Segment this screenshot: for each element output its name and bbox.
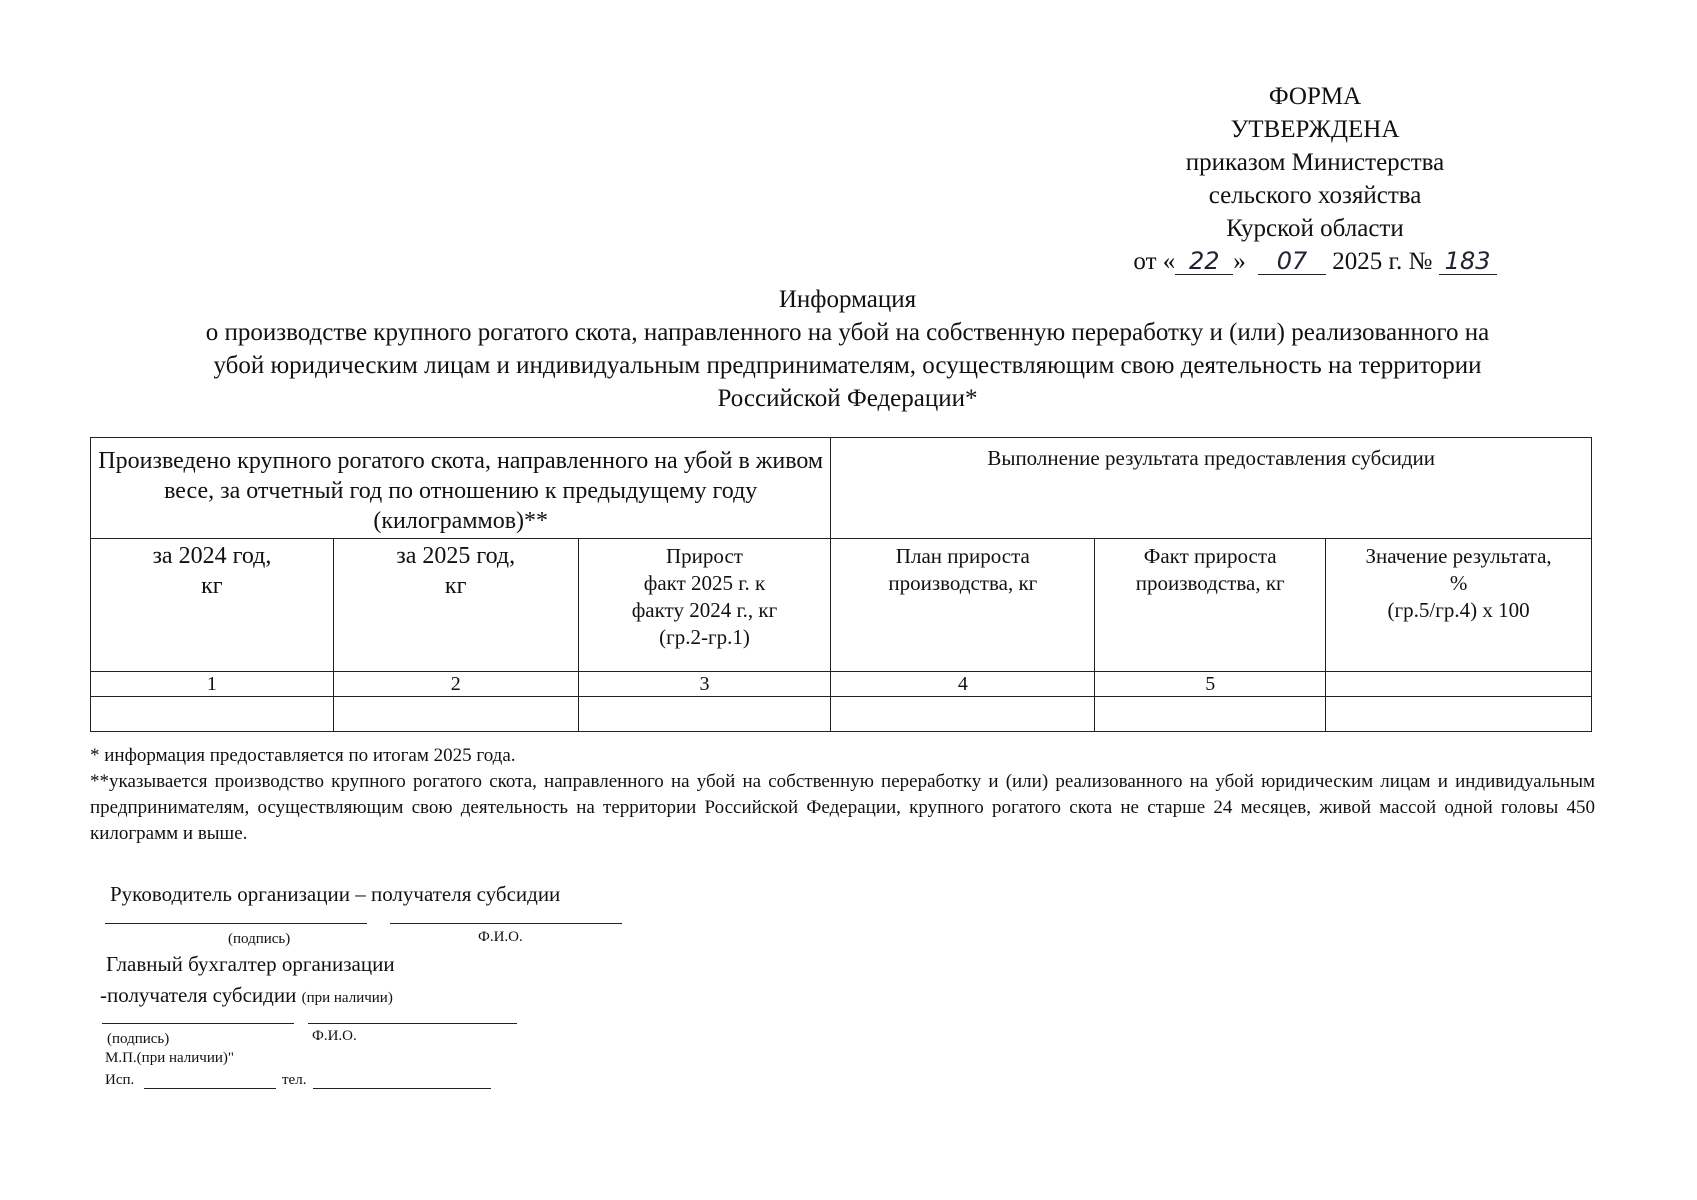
cell-plan-value[interactable]	[831, 697, 1095, 732]
document-title	[90, 283, 1605, 415]
phone-label: тел.	[282, 1072, 307, 1088]
accountant-label-1: Главный бухгалтер организации	[106, 952, 395, 976]
col-num-4: 4	[831, 672, 1095, 697]
approval-approved-label: УТВЕРЖДЕНА	[1230, 116, 1400, 143]
footnotes	[90, 743, 1595, 847]
cell-2024-value[interactable]	[91, 697, 334, 732]
head-fio-line[interactable]	[390, 923, 622, 924]
cell-result-value[interactable]	[1326, 697, 1592, 732]
data-entry-row	[91, 697, 1592, 732]
executor-label: Исп.	[105, 1072, 135, 1088]
accountant-sign-caption: (подпись)	[107, 1031, 170, 1047]
approval-date-line: от « 22 » 07 2025 г. № 183	[1070, 245, 1560, 278]
col-plan: План прироста производства, кг	[831, 539, 1095, 672]
accountant-fio-line[interactable]	[308, 1023, 517, 1024]
handwritten-number: 183	[1439, 248, 1497, 275]
col-result-value: Значение результата, % (гр.5/гр.4) х 100	[1326, 539, 1592, 672]
title-line-1: о производстве крупного рогатого скота, направленного на убой на собственную переработку и (или) реализованного на	[205, 319, 1490, 346]
header-result: Выполнение результата предоставления субсидии	[831, 438, 1592, 539]
head-signature-line[interactable]	[105, 923, 367, 924]
col-num-1: 1	[91, 672, 334, 697]
footnote-2: **указывается производство крупного рогатого скота, направленного на убой на собственную переработку и (или) реализованного на убой юридическим лицам и индивидуальным предпринимателям, осуществляющим свою деятельность на территории Российской Федерации, крупного рогатого скота не старше 24 месяцев, живой массой одной головы 450 килограмм и выше.	[90, 771, 1595, 844]
title-line-2: убой юридическим лицам и индивидуальным предпринимателям, осуществляющим свою деятельность на территории	[213, 352, 1482, 379]
executor-line[interactable]	[144, 1088, 276, 1089]
header-produced: Произведено крупного рогатого скота, направленного на убой в живом весе, за отчетный год по отношению к предыдущему году (килограммов)**	[91, 438, 831, 539]
cell-fact-value[interactable]	[1095, 697, 1326, 732]
report-table	[90, 437, 1592, 732]
footnote-1: * информация предоставляется по итогам 2025 года.	[90, 745, 516, 766]
stamp-note: М.П.(при наличии)"	[105, 1050, 235, 1066]
approval-form-label: ФОРМА	[1268, 83, 1362, 110]
handwritten-day: 22	[1175, 248, 1233, 275]
col-growth: Прирост факт 2025 г. к факту 2024 г., кг (гр.2-гр.1)	[578, 539, 831, 672]
head-sign-caption: (подпись)	[228, 931, 291, 947]
handwritten-month: 07	[1258, 248, 1326, 275]
title-line-3: Российской Федерации*	[717, 385, 978, 412]
accountant-signature-line[interactable]	[102, 1023, 294, 1024]
col-num-2: 2	[333, 672, 578, 697]
accountant-fio-caption: Ф.И.О.	[312, 1028, 357, 1044]
approval-block	[1070, 80, 1560, 278]
cell-2025-value[interactable]	[333, 697, 578, 732]
col-num-3: 3	[578, 672, 831, 697]
title-heading: Информация	[778, 286, 917, 313]
col-num-5: 5	[1095, 672, 1326, 697]
column-number-row	[91, 672, 1592, 697]
col-fact: Факт прироста производства, кг	[1095, 539, 1326, 672]
head-signature-label: Руководитель организации – получателя субсидии	[110, 882, 561, 906]
col-2024: за 2024 год, кг	[91, 539, 334, 672]
approval-ministry-line: сельского хозяйства	[1208, 182, 1422, 209]
accountant-label-2: -получателя субсидии (при наличии)	[100, 983, 393, 1007]
cell-growth-value[interactable]	[578, 697, 831, 732]
approval-order-line: приказом Министерства	[1185, 149, 1445, 176]
col-2025: за 2025 год, кг	[333, 539, 578, 672]
col-num-6	[1326, 672, 1592, 697]
phone-line[interactable]	[313, 1088, 491, 1089]
approval-region-line: Курской области	[1226, 215, 1404, 242]
head-fio-caption: Ф.И.О.	[478, 929, 523, 945]
